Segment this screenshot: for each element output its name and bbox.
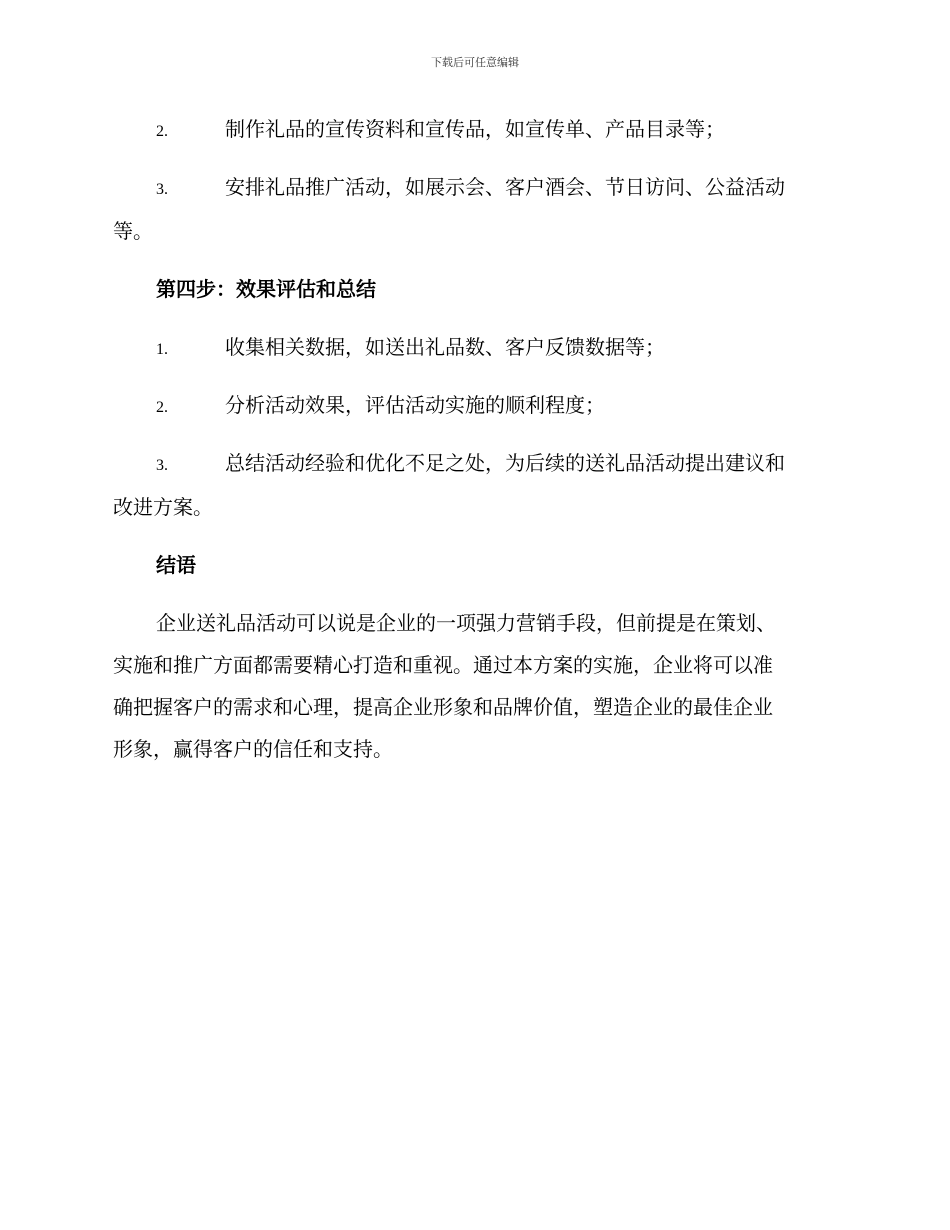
- list-item: [156, 330, 835, 364]
- list-item: [156, 112, 835, 146]
- list-item: [113, 170, 835, 248]
- document-content: [113, 112, 835, 766]
- list-item-text: 制作礼品的宣传资料和宣传品，如宣传单、产品目录等；: [225, 117, 725, 141]
- list-item-number: 1.: [156, 341, 168, 358]
- paragraph-line: 确把握客户的需求和心理，提高企业形象和品牌价值，塑造企业的最佳企业: [113, 695, 773, 719]
- list-item-number: 3.: [156, 457, 168, 474]
- list-item-text: 收集相关数据，如送出礼品数、客户反馈数据等；: [225, 335, 665, 359]
- conclusion-paragraph: [113, 606, 835, 766]
- paragraph-line: 企业送礼品活动可以说是企业的一项强力营销手段，但前提是在策划、: [156, 611, 776, 635]
- section-heading: 结语: [156, 553, 196, 577]
- list-item-text: 总结活动经验和优化不足之处，为后续的送礼品活动提出建议和: [225, 451, 785, 475]
- paragraph-line: 实施和推广方面都需要精心打造和重视。通过本方案的实施，企业将可以准: [113, 653, 773, 677]
- list-item-number: 2.: [156, 123, 168, 140]
- list-item: [156, 388, 835, 422]
- header-note: 下载后可任意编辑: [431, 56, 519, 69]
- list-item-text-continued: 改进方案。: [113, 495, 213, 519]
- paragraph-line: 形象，赢得客户的信任和支持。: [113, 737, 393, 761]
- list-item-number: 3.: [156, 181, 168, 198]
- list-item-text: 安排礼品推广活动，如展示会、客户酒会、节日访问、公益活动: [225, 175, 785, 199]
- list-item: [113, 446, 835, 524]
- section-heading: 第四步：效果评估和总结: [156, 277, 376, 301]
- list-item-text-continued: 等。: [113, 219, 153, 243]
- list-item-number: 2.: [156, 399, 168, 416]
- list-item-text: 分析活动效果，评估活动实施的顺利程度；: [225, 393, 605, 417]
